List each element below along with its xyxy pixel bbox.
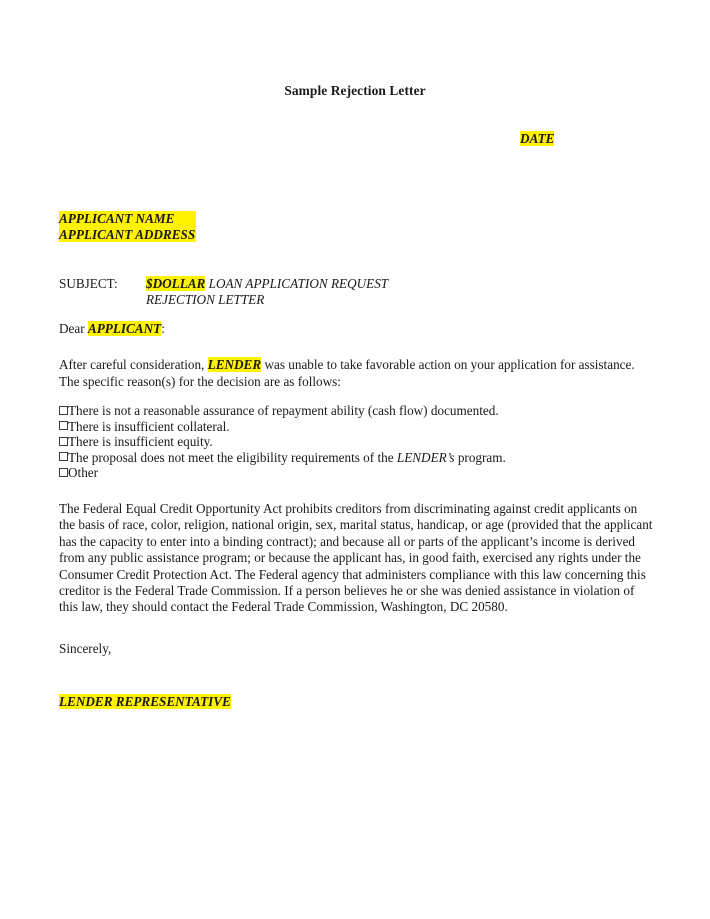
applicant-address-line <box>59 227 196 243</box>
signature-block <box>59 694 231 710</box>
reason-label <box>68 419 230 435</box>
applicant-name-line <box>59 211 196 227</box>
reason-text: Other <box>68 465 99 480</box>
signature-placeholder: LENDER REPRESENTATIVE <box>59 694 231 709</box>
intro-lender-placeholder: LENDER <box>207 357 262 372</box>
checkbox-icon[interactable] <box>59 406 68 415</box>
reason-text: There is insufficient equity. <box>68 434 213 449</box>
reason-text: The proposal does not meet the eligibility requirements of the <box>68 449 397 465</box>
reason-row[interactable] <box>59 419 659 435</box>
salutation-applicant-placeholder: APPLICANT <box>87 321 162 336</box>
subject-line1-rest: LOAN APPLICATION REQUEST <box>205 276 389 291</box>
salutation-greeting: Dear <box>59 321 88 336</box>
checkbox-icon[interactable] <box>59 421 68 430</box>
page-title: Sample Rejection Letter <box>284 83 426 98</box>
reason-label <box>68 403 499 419</box>
intro-text-after: was unable to take favorable action on your application for assistance. The specific reason(s) for the decision are as follows: <box>59 357 635 389</box>
date-field <box>520 131 554 147</box>
reason-label <box>68 434 213 450</box>
rejection-reason-list <box>59 403 659 481</box>
applicant-address-placeholder: APPLICANT ADDRESS <box>59 226 196 242</box>
reason-italic-segment: LENDER’s <box>396 449 455 465</box>
reason-label <box>68 465 98 481</box>
closing-line: Sincerely, <box>59 641 112 656</box>
reason-row[interactable] <box>59 465 659 481</box>
applicant-name-placeholder: APPLICANT NAME <box>59 211 196 227</box>
reason-row[interactable] <box>59 403 659 419</box>
intro-paragraph <box>59 356 651 390</box>
applicant-address-block <box>59 211 196 242</box>
subject-line2: REJECTION LETTER <box>146 292 265 308</box>
reason-text: There is insufficient collateral. <box>68 418 230 434</box>
salutation-punctuation: : <box>161 321 165 336</box>
legal-notice-paragraph: The Federal Equal Credit Opportunity Act prohibits creditors from discriminating against credit applicants on the basis of race, color, religion, national origin, sex, marital status, handicap, or age (provided that the applicant has the capacity to enter into a binding contract); and because all or parts of the applicant’s income is derived from any public assistance program; or because the applicant has, in good faith, exercised any rights under the Consumer Credit Protection Act. The Federal agency that administers compliance with this law concerning this creditor is the Federal Trade Commission. If a person believes he or she was denied assistance in violation of this law, they should contact the Federal Trade Commission, Washington, DC 20580. <box>59 501 653 615</box>
reason-label <box>68 450 506 466</box>
reason-text: There is not a reasonable assurance of repayment ability (cash flow) documented. <box>68 403 499 418</box>
checkbox-icon[interactable] <box>59 468 68 477</box>
checkbox-icon[interactable] <box>59 452 68 461</box>
date-placeholder: DATE <box>520 131 555 146</box>
intro-text-before: After careful consideration, <box>59 357 208 372</box>
reason-text-after: program. <box>454 449 506 465</box>
checkbox-icon[interactable] <box>59 437 68 446</box>
reason-row[interactable] <box>59 434 659 450</box>
subject-amount-placeholder: $DOLLAR <box>146 276 206 291</box>
subject-label: SUBJECT: <box>59 276 118 291</box>
reason-row[interactable] <box>59 450 659 466</box>
subject-block <box>59 276 619 309</box>
salutation-line <box>59 321 165 337</box>
